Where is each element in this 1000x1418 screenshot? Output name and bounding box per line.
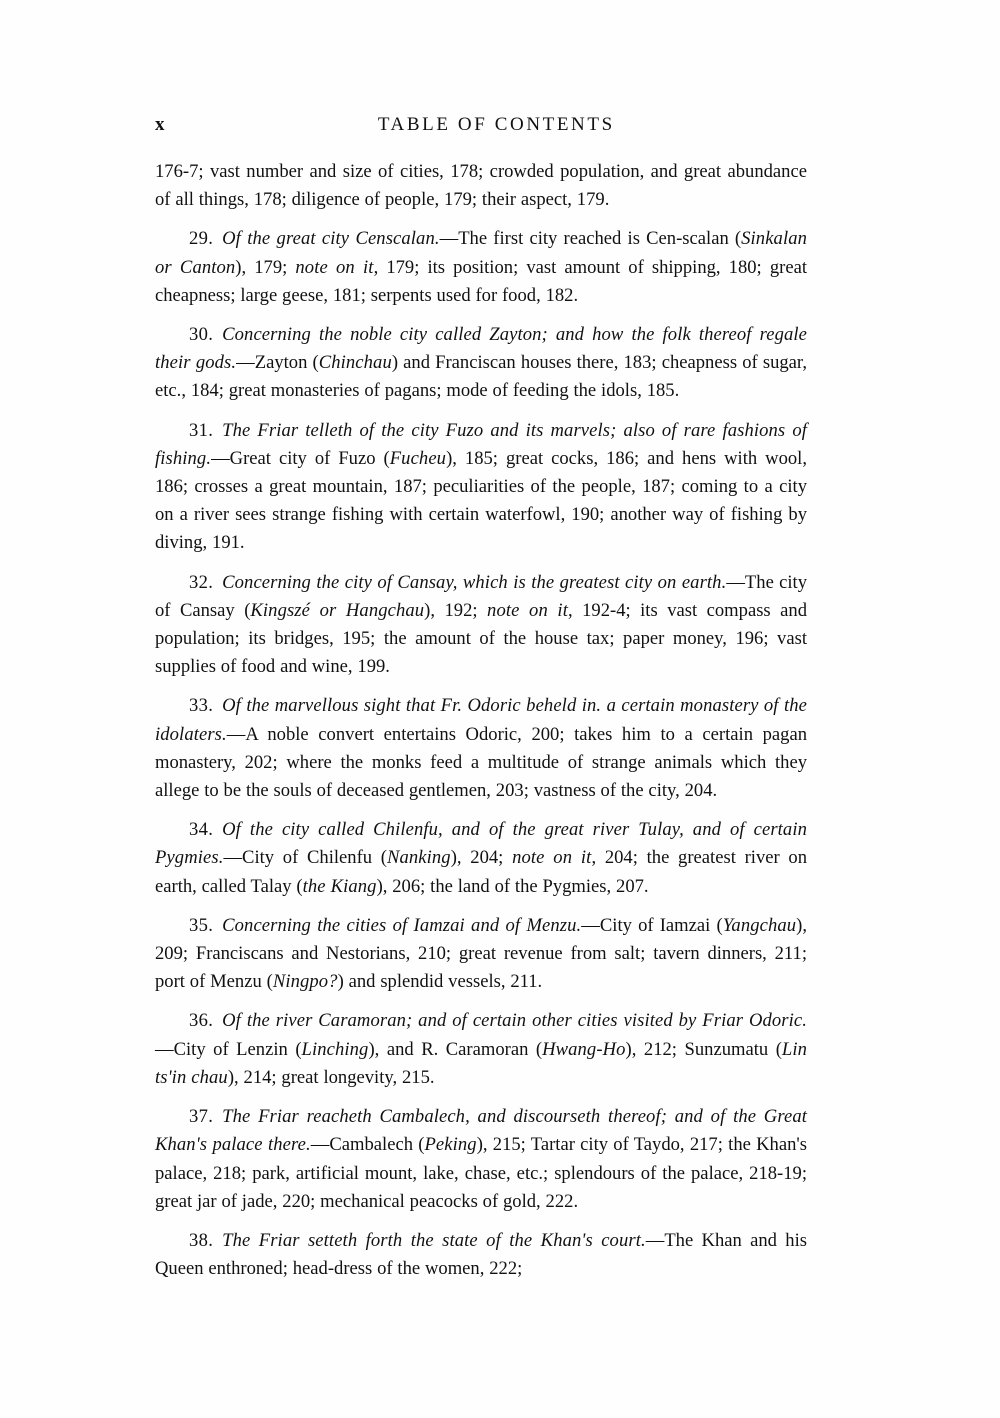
entry-title-italic: Concerning the cities of Iamzai and of Menzu. xyxy=(222,914,582,936)
entry-body-text: ), 214; great longevity, 215. xyxy=(227,1066,435,1088)
entry-body-text: ) and Franciscan houses there, 183; cheapness of sugar, etc., 184; great monasteries of pagans; mode of feeding the idols, 185. xyxy=(155,352,808,402)
contents-entry-31 xyxy=(155,417,807,558)
contents-entry-33 xyxy=(155,692,807,805)
entry-body-text: ), 185; great cocks, 186; and hens with wool, 186; crosses a great mountain, 187; peculiarities of the people, 187; coming to a city on a river sees strange fishing with certain waterfowl, 190; another way of fishing by diving, 191. xyxy=(155,447,807,554)
entry-number: 35. xyxy=(189,914,214,936)
entry-title-italic: note on it xyxy=(487,599,568,621)
entry-body-text: —The city of Cansay ( xyxy=(155,571,807,621)
contents-entry-37 xyxy=(155,1103,807,1216)
contents-column xyxy=(155,158,807,1283)
entry-title-italic: The Friar telleth of the city Fuzo and its marvels; also of rare fashions of fishing. xyxy=(155,419,807,469)
entry-body-text: , 179; its position; vast amount of shipping, 180; great cheapness; large geese, 181; serpents used for food, 182. xyxy=(155,256,807,306)
entry-body-text: ), and R. Caramoran ( xyxy=(368,1038,543,1060)
entry-body-text: —Cambalech ( xyxy=(310,1134,425,1156)
entry-number: 30. xyxy=(189,324,214,346)
entry-title-italic: the Kiang xyxy=(302,875,377,897)
entry-title-italic: The Friar setteth forth the state of the Khan's court. xyxy=(222,1229,646,1251)
entry-body-text: —City of Chilenfu ( xyxy=(223,847,387,869)
entry-title-italic: Of the river Caramoran; and of certain other cities visited by Friar Odoric. xyxy=(222,1010,807,1032)
entry-body-text: ), 179; xyxy=(235,256,296,278)
entry-body-text: , 204; the greatest river on earth, called Talay ( xyxy=(155,847,807,897)
entry-title-italic: Concerning the city of Cansay, which is the greatest city on earth. xyxy=(222,571,727,593)
entry-title-italic: The Friar reacheth Cambalech, and discourseth thereof; and of the Great Khan's palace there. xyxy=(155,1106,807,1156)
contents-entry-30 xyxy=(155,321,807,406)
entry-title-italic: note on it xyxy=(295,256,374,278)
entry-title-italic: Kingszé or Hangchau xyxy=(250,599,425,621)
entry-title-italic: Hwang-Ho xyxy=(542,1038,626,1060)
entry-body-text: ), 206; the land of the Pygmies, 207. xyxy=(376,875,649,897)
running-head xyxy=(155,112,805,138)
entry-number: 37. xyxy=(189,1106,214,1128)
entry-body-text: ), 212; Sunzumatu ( xyxy=(625,1038,782,1060)
entry-title-italic: Sinkalan or Canton xyxy=(155,228,808,278)
entry-title-italic: Of the city called Chilenfu, and of the great river Tulay, and of certain Pygmies. xyxy=(155,819,807,869)
entry-title-italic: Linching xyxy=(301,1038,369,1060)
entry-body-text: —A noble convert entertains Odoric, 200; takes him to a certain pagan monastery, 202; where the monks feed a multitude of strange animals which they allege to be the souls of deceased gentlemen, 203; vastness of the city, 204. xyxy=(155,723,807,802)
entry-title-italic: Of the great city Censcalan. xyxy=(222,228,440,250)
page-folio: x xyxy=(155,114,165,135)
entry-body-text: —The Khan and his Queen enthroned; head-dress of the women, 222; xyxy=(155,1229,807,1280)
entry-body-text: —Great city of Fuzo ( xyxy=(211,447,390,469)
entry-title-italic: Peking xyxy=(424,1134,477,1156)
contents-entry-continuation: 176-7; vast number and size of cities, 178; crowded population, and great abundance of all things, 178; diligence of people, 179; their aspect, 179. xyxy=(155,161,807,211)
entry-number: 34. xyxy=(189,819,214,841)
entry-body-text: ), 209; Franciscans and Nestorians, 210; great revenue from salt; tavern dinners, 211; port of Menzu ( xyxy=(155,914,807,993)
entry-title-italic: Lin ts'in chau xyxy=(155,1038,807,1088)
contents-entry-32 xyxy=(155,569,807,682)
entry-body-text: ), 192; xyxy=(424,599,488,621)
entry-body-text: —Zayton ( xyxy=(236,352,319,374)
entry-body-text: —City of Iamzai ( xyxy=(581,914,723,936)
entry-number: 29. xyxy=(189,228,214,250)
contents-entry-35 xyxy=(155,912,807,997)
contents-entry-38 xyxy=(155,1227,807,1283)
entry-title-italic: Nanking xyxy=(387,847,451,869)
entry-title-italic: Chinchau xyxy=(318,352,392,374)
entry-body-text: scalan ( xyxy=(682,228,742,250)
contents-entry-36 xyxy=(155,1007,807,1092)
entry-body-text: —City of Lenzin ( xyxy=(155,1038,302,1060)
entry-body-text: ) and splendid vessels, 211. xyxy=(337,971,543,993)
entry-number: 36. xyxy=(189,1010,214,1032)
entry-number: 31. xyxy=(189,419,214,441)
entry-number: 38. xyxy=(189,1229,214,1251)
entry-title-italic: Concerning the noble city called Zayton; and how the folk thereof regale their gods. xyxy=(155,324,807,374)
contents-entry-29 xyxy=(155,225,807,310)
running-head-title: TABLE OF CONTENTS xyxy=(377,114,615,135)
entry-body-text: ), 215; Tartar city of Taydo, 217; the Khan's palace, 218; park, artificial mount, lake, chase, etc.; splendours of the palace, 218-19; great jar of jade, 220; mechanical peacocks of gold, 222. xyxy=(155,1134,807,1212)
entry-number: 33. xyxy=(189,695,214,717)
entry-title-italic: note on it xyxy=(512,847,592,869)
entry-body-text: , 192-4; its vast compass and population; its bridges, 195; the amount of the house tax; paper money, 196; vast supplies of food and wine, 199. xyxy=(155,599,808,678)
contents-entry-34 xyxy=(155,816,807,901)
entry-title-italic: Of the marvellous sight that Fr. Odoric beheld in. a certain monastery of the idolaters. xyxy=(155,695,807,745)
entry-title-italic: Yangchau xyxy=(722,914,797,936)
entry-body-text: ), 204; xyxy=(450,847,513,869)
entry-body-text: —The first city reached is Cen- xyxy=(439,228,683,250)
entry-title-italic: Ningpo? xyxy=(272,971,338,993)
entry-title-italic: Fucheu xyxy=(389,447,447,469)
entry-number: 32. xyxy=(189,571,214,593)
